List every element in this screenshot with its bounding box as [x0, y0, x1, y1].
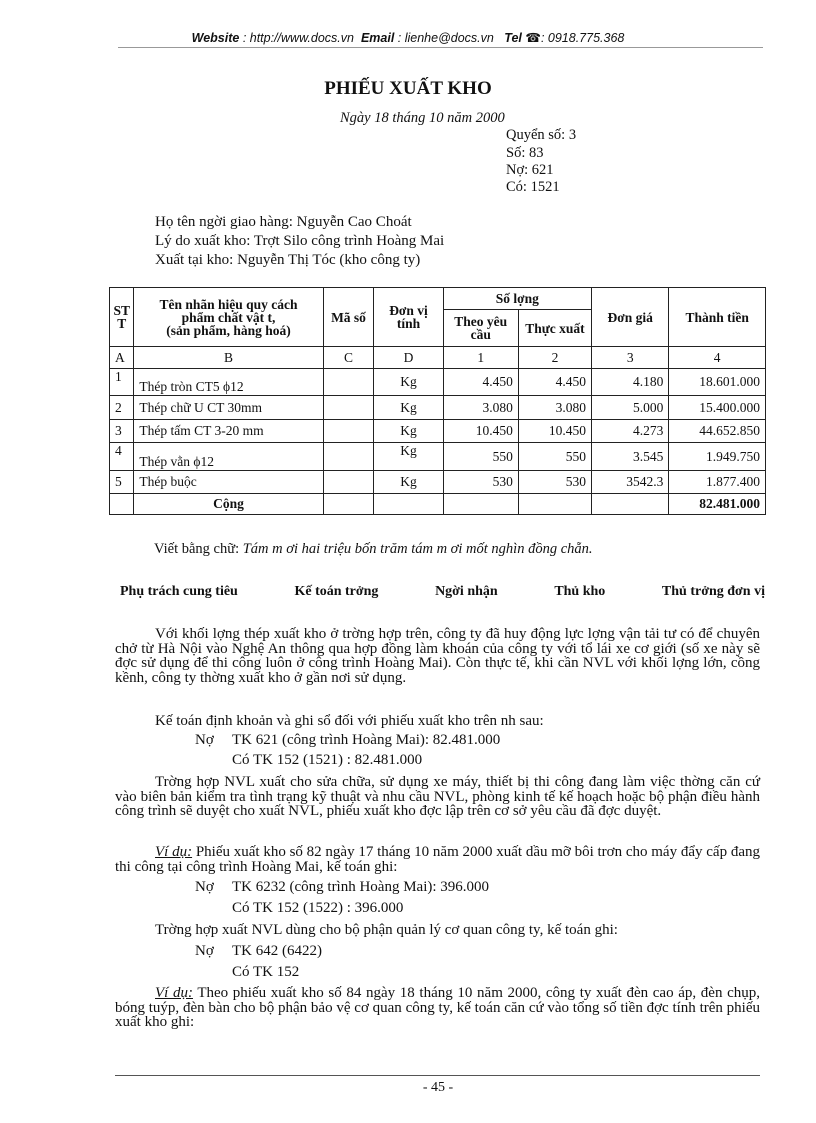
code-cell: 2 — [518, 347, 591, 369]
row-total: 1.949.750 — [669, 443, 766, 471]
row-ma-so — [323, 443, 374, 471]
email-label: Email — [360, 31, 395, 45]
example-2-text: Theo phiếu xuất kho số 84 ngày 18 tháng 10 năm 2000, công ty xuất đèn cao áp, đèn chụp, bóng tuýp, đèn bàn cho bộ phận bảo vệ cơ quan công ty, kế toán căn cứ vào tổng số tiền đợc tính trên phiếu xuất kho ghi: — [115, 985, 760, 1030]
header-name-line2: phẩm chất vật t, — [181, 309, 276, 325]
example-1 — [115, 845, 760, 874]
code-row — [110, 347, 766, 369]
words-label: Viết bằng chữ: — [154, 541, 240, 557]
table-row — [110, 443, 766, 471]
paragraph-1: Với khối lợng thép xuất kho ở trờng hợp trên, công ty đã huy động lực lợng vận tải tư có để chuyên chở từ Hà Nội vào Nghệ An thông qua hợp đồng làm khoán của công ty với tổ lái xe cơ giới (số xe này sẽ đợc sử dụng để thi công luôn ở công trình Hoàng Mai). Còn thực tế, khi cần NVL với khối lợng lớn, cồng kềnh, công ty thờng xuất kho ở gần nơi sử dụng. — [115, 626, 760, 686]
table-row — [110, 396, 766, 420]
row-total: 15.400.000 — [669, 396, 766, 420]
row-name: Thép vằn ϕ12 — [134, 443, 323, 471]
table-row — [110, 420, 766, 443]
row-unit: Kg — [374, 369, 443, 396]
signature-label: Ngời nhận — [435, 584, 498, 599]
paragraph-2: Kế toán định khoản và ghi sổ đối với phiếu xuất kho trên nh sau: — [155, 713, 544, 729]
export-table — [109, 287, 766, 515]
paragraph-4: Trờng hợp xuất NVL dùng cho bộ phận quản lý cơ quan công ty, kế toán ghi: — [155, 922, 618, 938]
header-so-luong: Số lợng — [443, 288, 591, 310]
header-name-line3: (sản phẩm, hàng hoá) — [166, 322, 291, 338]
so-phieu: Số: 83 — [506, 145, 544, 161]
row-unit: Kg — [374, 396, 443, 420]
code-cell: 4 — [669, 347, 766, 369]
row-ma-so — [323, 396, 374, 420]
signature-row — [120, 584, 765, 600]
row-price: 5.000 — [592, 396, 669, 420]
row-req: 10.450 — [443, 420, 518, 443]
header-stt: STT — [110, 288, 134, 347]
entry3-credit: Có TK 152 — [232, 964, 300, 980]
signature-label: Phụ trách cung tiêu — [120, 584, 238, 599]
quyen-so: Quyển số: 3 — [506, 127, 577, 143]
row-unit: Kg — [374, 420, 443, 443]
tel-value: : 0918.775.368 — [540, 31, 625, 45]
row-name: Thép buộc — [134, 471, 323, 494]
website-label: Website — [191, 31, 240, 45]
co-account: Có: 1521 — [506, 179, 560, 195]
footer-divider — [115, 1075, 760, 1076]
header-don-gia: Đơn giá — [592, 288, 669, 347]
row-req: 4.450 — [443, 369, 518, 396]
row-act: 3.080 — [518, 396, 591, 420]
total-label: Cộng — [134, 494, 323, 515]
example-1-text: Phiếu xuất kho số 82 ngày 17 tháng 10 năm 2000 xuất dầu mỡ bôi trơn cho máy đẩy cấp đang thi công tại công trình Hoàng Mai, kế toán ghi: — [115, 844, 760, 875]
row-req: 550 — [443, 443, 518, 471]
entry2-no: Nợ — [195, 879, 214, 895]
header-theo-yeu-cau: Theo yêu cầu — [443, 310, 518, 347]
row-total: 18.601.000 — [669, 369, 766, 396]
row-price: 4.273 — [592, 420, 669, 443]
row-stt: 5 — [110, 471, 134, 494]
code-cell: 3 — [592, 347, 669, 369]
ly-do-xuat: Lý do xuất kho: Trợt Silo công trình Hoàng Mai — [155, 233, 445, 249]
total-row — [110, 494, 766, 515]
total-empty — [443, 494, 518, 515]
code-cell: 1 — [443, 347, 518, 369]
header-divider — [118, 47, 763, 48]
example-2-label: Ví dụ: — [155, 985, 193, 1001]
entry1-credit: Có TK 152 (1521) : 82.481.000 — [232, 752, 423, 768]
page-title: PHIẾU XUẤT KHO — [324, 78, 492, 99]
row-total: 1.877.400 — [669, 471, 766, 494]
row-stt: 1 — [110, 369, 134, 396]
header-ma-so: Mã số — [323, 288, 374, 347]
signature-label: Thủ trởng đơn vị — [661, 584, 765, 599]
entry1-debit: TK 621 (công trình Hoàng Mai): 82.481.000 — [232, 732, 501, 748]
row-ma-so — [323, 369, 374, 396]
row-price: 4.180 — [592, 369, 669, 396]
row-act: 530 — [518, 471, 591, 494]
example-1-label: Ví dụ: — [155, 844, 193, 860]
row-ma-so — [323, 420, 374, 443]
signature-label: Thủ kho — [554, 584, 606, 599]
row-price: 3.545 — [592, 443, 669, 471]
words-value: Tám m ơi hai triệu bốn trăm tám m ơi mốt nghìn đồng chẵn. — [242, 541, 593, 557]
entry3-debit: TK 642 (6422) — [232, 943, 322, 959]
signature-label: Kế toán trởng — [294, 584, 379, 599]
row-req: 3.080 — [443, 396, 518, 420]
total-empty — [374, 494, 443, 515]
row-total: 44.652.850 — [669, 420, 766, 443]
row-unit: Kg — [374, 471, 443, 494]
row-name: Thép tấm CT 3-20 mm — [134, 420, 323, 443]
row-name: Thép chữ U CT 30mm — [134, 396, 323, 420]
example-2 — [115, 986, 760, 1030]
code-cell: B — [134, 347, 323, 369]
row-stt: 4 — [110, 443, 134, 471]
table-row — [110, 369, 766, 396]
code-cell: C — [323, 347, 374, 369]
row-act: 550 — [518, 443, 591, 471]
email-value: : lienhe@docs.vn — [397, 31, 494, 45]
row-unit: Kg — [374, 443, 443, 471]
header-thuc-xuat: Thực xuất — [518, 310, 591, 347]
paragraph-3: Trờng hợp NVL xuất cho sửa chữa, sử dụng xe máy, thiết bị thi công đang làm việc thờng căn cứ vào biên bản kiểm tra tình trạng kỹ thuật và nhu cầu NVL, phòng kinh tế kế hoạch hoặc bộ phận điều hành công trình sẽ duyệt cho xuất NVL, phiếu xuất kho đợc lập trên cơ sở yêu cầu đã đợc duyệt. — [115, 774, 760, 819]
entry3-no: Nợ — [195, 943, 214, 959]
page-number: - 45 - — [422, 1080, 454, 1095]
total-empty — [518, 494, 591, 515]
entry2-credit: Có TK 152 (1522) : 396.000 — [232, 900, 404, 916]
total-stt — [110, 494, 134, 515]
total-empty — [592, 494, 669, 515]
website-value: : http://www.docs.vn — [242, 31, 354, 45]
total-value: 82.481.000 — [669, 494, 766, 515]
code-cell: D — [374, 347, 443, 369]
page-header — [0, 30, 816, 45]
tel-label: Tel — [504, 31, 522, 45]
entry1-no: Nợ — [195, 732, 214, 748]
entry2-debit: TK 6232 (công trình Hoàng Mai): 396.000 — [232, 879, 490, 895]
row-req: 530 — [443, 471, 518, 494]
header-don-vi: Đơn vị tính — [374, 288, 443, 347]
header-name — [134, 288, 323, 347]
nguoi-giao-hang: Họ tên ngời giao hàng: Nguyễn Cao Choát — [155, 214, 412, 230]
table-row — [110, 471, 766, 494]
xuat-tai-kho: Xuất tại kho: Nguyễn Thị Tóc (kho công ty) — [155, 252, 421, 268]
row-act: 10.450 — [518, 420, 591, 443]
header-thanh-tien: Thành tiền — [669, 288, 766, 347]
row-name: Thép tròn CT5 ϕ12 — [134, 369, 323, 396]
code-cell: A — [110, 347, 134, 369]
amount-in-words — [154, 541, 593, 558]
row-stt: 2 — [110, 396, 134, 420]
total-empty — [323, 494, 374, 515]
row-stt: 3 — [110, 420, 134, 443]
row-act: 4.450 — [518, 369, 591, 396]
row-ma-so — [323, 471, 374, 494]
doc-date: Ngày 18 tháng 10 năm 2000 — [340, 110, 505, 126]
no-account: Nợ: 621 — [506, 162, 554, 178]
header-name-line1: Tên nhãn hiệu quy cách — [159, 296, 298, 312]
row-price: 3542.3 — [592, 471, 669, 494]
phone-icon: ☎ — [525, 31, 541, 45]
